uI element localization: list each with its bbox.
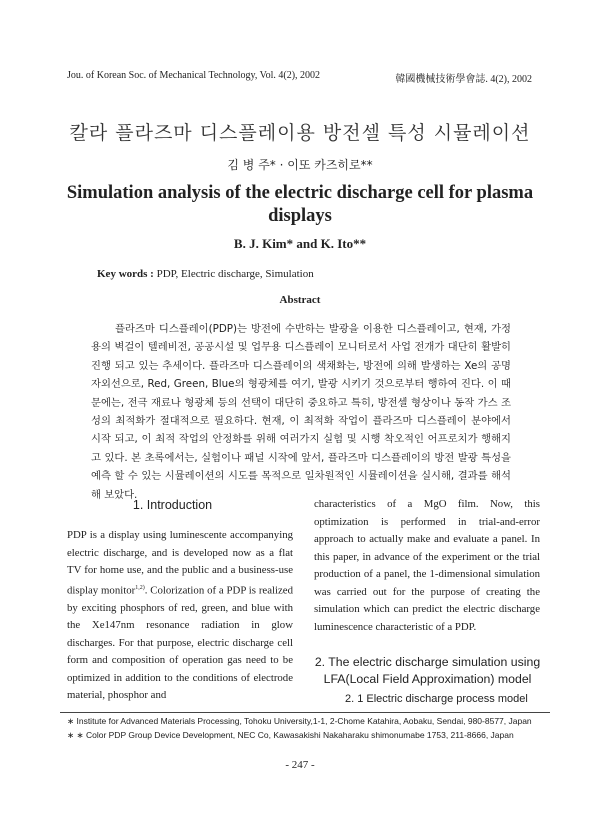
intro-right-column <box>314 496 540 636</box>
section-1-heading: 1. Introduction <box>132 498 213 512</box>
keywords <box>97 268 314 280</box>
footnote-divider <box>60 712 550 713</box>
keywords-label: Key words : <box>97 268 154 280</box>
page-number: - 247 - <box>285 759 315 771</box>
section-2-heading: 2. The electric discharge simulation using LFA(Local Field Approximation) model <box>314 655 541 686</box>
intro-text-a: PDP is a display using luminescente accompanying electric discharge, and is developed now as a flat TV for home use, and the public and a business-use display monitor <box>67 529 293 597</box>
intro-paragraph-left <box>67 527 293 705</box>
intro-paragraph-right: characteristics of a MgO film. Now, this optimization is performed in trial-and-error approach to actually make and evaluate a panel. In this paper, in advance of the experiment or the trial production of a panel, the 1-dimensional simulation was carried out for the purpose of creating the simulation which can predict the electric discharge luminescence characteristic of a PDP. <box>314 498 540 633</box>
title-english: Simulation analysis of the electric discharge cell for plasma displays <box>66 183 534 226</box>
keywords-value: PDP, Electric discharge, Simulation <box>153 268 314 280</box>
citation-marker: 1,2) <box>135 584 145 591</box>
footnote-2: ∗ ∗ Color PDP Group Device Development, NEC Co, Kawasakishi Nakaharaku shimonumabe 1753, 211-8666, Japan <box>67 730 514 740</box>
journal-header-korean: 韓國機械技術學會誌. 4(2), 2002 <box>395 74 532 85</box>
intro-left-column <box>67 527 293 705</box>
abstract-paragraph: 플라즈마 디스플레이(PDP)는 방전에 수반하는 발광을 이용한 디스플레이고, 현재, 가정용의 벽걸이 텔레비전, 공공시설 및 업무용 디스플레이 모니터로서 사업 전개가 대단히 활발히 진행 되고 있는 추세이다. 플라즈마 디스플레이의 색채화는, 방전에 의해 발생하는 Xe의 공명 자외선으로, Red, Green, Blue의 형광체를 여기, 발광 시키기 것으로부터 행하여 진다. 이 때문에는, 전극 재료나 형광체 등의 선택이 대단히 중요하고 특히, 방전셀 형상이나 동작 가스 조성의 최적화가 절대적으로 필요하다. 현재, 이 최적화 작업이 플라즈마 디스플레이 분야에서 시작 되고, 이 최적 작업의 안정화를 위해 여러가지 실험 및 시행 착오적인 어프로치가 행해지고 있다. 본 초록에서는, 실험이나 패널 시작에 앞서, 플라즈마 디스플레이의 방전 발광 특성을 예측 할 수 있는 시뮬레이션의 시도를 목적으로 일차원적인 시뮬레이션을 실시해, 결과를 해석해 보았다. <box>91 323 511 501</box>
abstract-heading: Abstract <box>279 294 321 306</box>
journal-header-english: Jou. of Korean Soc. of Mechanical Technology, Vol. 4(2), 2002 <box>67 70 321 81</box>
section-2-1-heading: 2. 1 Electric discharge process model <box>345 693 528 705</box>
intro-text-b: . Colorization of a PDP is realized by exciting phosphors of red, green, and blue with the Xe147nm resonance radiation in glow discharges. For that purpose, electric discharge cell form and composition of operation gas need to be optimized in addition to the conditions of electrode material, phosphor and <box>67 584 293 702</box>
footnote-1: ∗ Institute for Advanced Materials Processing, Tohoku University,1-1, 2-Chome Katahira, Aobaku, Sendai, 980-8577, Japan <box>67 716 532 726</box>
authors-english: B. J. Kim* and K. Ito** <box>233 236 367 251</box>
abstract-body <box>91 320 511 504</box>
title-korean: 칼라 플라즈마 디스플레이용 방전셀 특성 시뮬레이션 <box>69 122 531 144</box>
authors-korean: 김 병 주* · 이또 카즈히로** <box>227 158 373 172</box>
